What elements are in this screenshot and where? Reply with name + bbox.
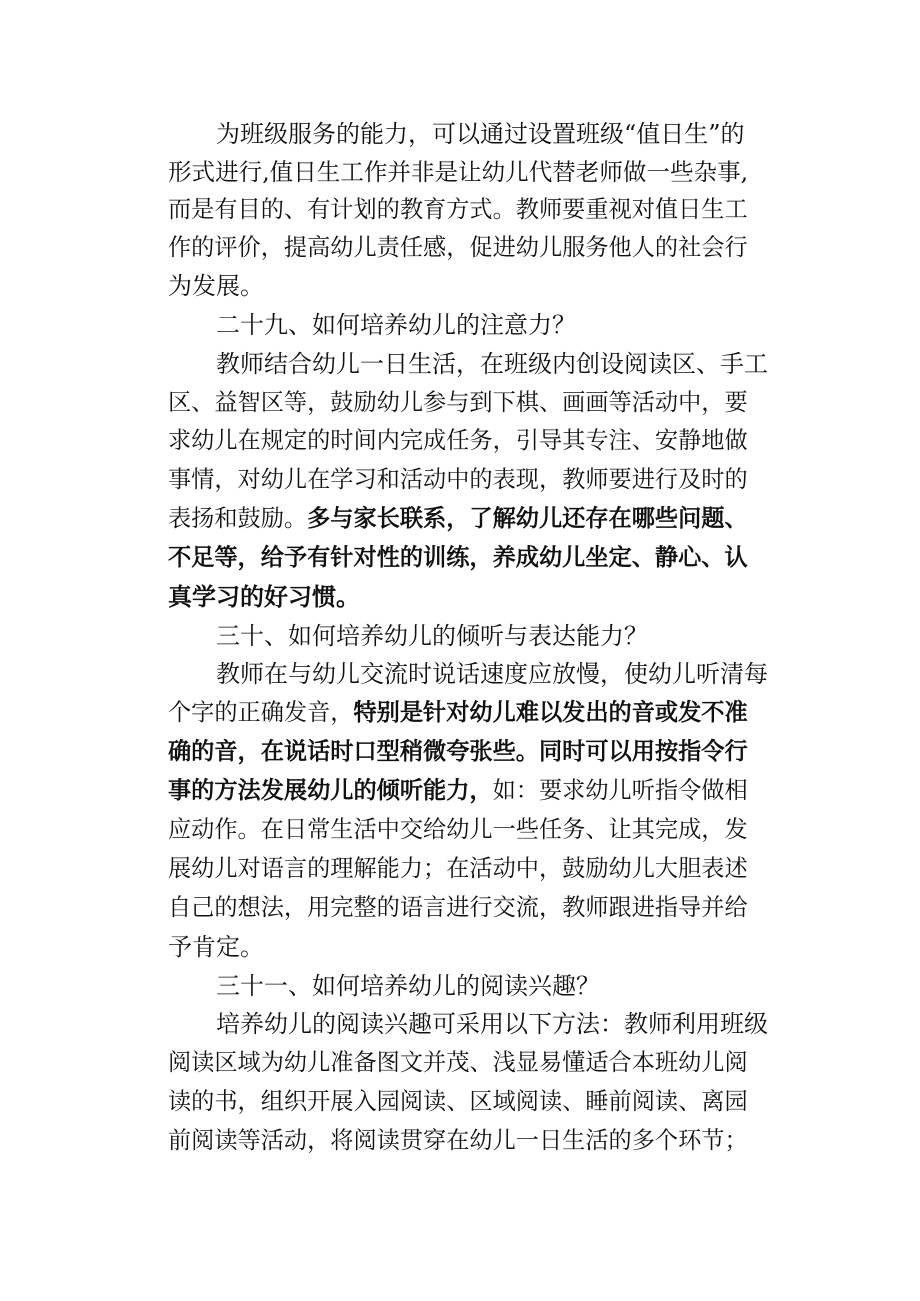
bold-text-run: 事的方法发展幼儿的倾听能力，: [168, 777, 493, 804]
text-line: [216, 114, 796, 154]
section-heading: [216, 616, 796, 656]
text-line: [168, 927, 748, 967]
text-line: [168, 1082, 748, 1122]
text-line: [168, 1043, 748, 1083]
bold-text-run: 确的音，在说话时口型稍微夸张些。同时可以用按指令行: [168, 738, 748, 765]
text-run: 形式进行,值日生工作并非是让幼儿代替老师做一些杂事,: [168, 158, 749, 186]
text-line: [168, 693, 748, 733]
text-run: 培养幼儿的阅读兴趣可采用以下方法：教师利用班级: [216, 1010, 768, 1038]
text-run: 事情，对幼儿在学习和活动中的表现，教师要进行及时的: [168, 466, 748, 493]
text-run: 读的书，组织开展入园阅读、区域阅读、睡前阅读、离园: [168, 1088, 748, 1115]
text-line: [168, 732, 748, 772]
text-run: 前阅读等活动，将阅读贯穿在幼儿一日生活的多个环节；: [168, 1127, 748, 1154]
text-line: [168, 810, 748, 850]
text-line: [168, 849, 748, 889]
text-run: 区、益智区等，鼓励幼儿参与到下棋、画画等活动中，要: [168, 389, 748, 416]
text-line: [168, 499, 748, 539]
text-run: 教师在与幼儿交流时说话速度应放慢，使幼儿听清每: [216, 660, 768, 688]
section-heading: [216, 966, 796, 1006]
text-line: [168, 1121, 748, 1161]
text-run: 阅读区域为幼儿准备图文并茂、浅显易懂适合本班幼儿阅: [168, 1049, 748, 1076]
heading-text: 二十九、如何培养幼儿的注意力？: [216, 311, 576, 339]
text-run: 表扬和鼓励。: [168, 505, 308, 532]
bold-text-run: 真学习的好习惯。: [168, 582, 360, 611]
heading-text: 三十、如何培养幼儿的倾听与表达能力？: [216, 622, 648, 650]
text-run: 予肯定。: [168, 933, 264, 961]
text-line: [216, 344, 796, 384]
text-line: [168, 538, 748, 578]
text-line: [168, 460, 748, 500]
text-run: 作的评价，提高幼儿责任感，促进幼儿服务他人的社会行: [168, 234, 748, 261]
text-run: 为发展。: [168, 272, 264, 300]
text-run: 自己的想法，用完整的语言进行交流，教师跟进指导并给: [168, 894, 748, 921]
text-run: 教师结合幼儿一日生活，在班级内创设阅读区、手工: [216, 350, 768, 378]
text-line: [216, 654, 796, 694]
text-line: [168, 771, 748, 811]
text-run: 而是有目的、有计划的教育方式。教师要重视对值日生工: [168, 196, 748, 223]
text-line: [168, 888, 748, 928]
bold-text-run: 不足等，给予有针对性的训练，养成幼儿坐定、静心、认: [168, 544, 748, 571]
text-line: [216, 1004, 796, 1044]
text-run: 为班级服务的能力，可以通过设置班级“值日生”的: [216, 120, 745, 148]
heading-text: 三十一、如何培养幼儿的阅读兴趣？: [216, 972, 600, 1000]
text-run: 求幼儿在规定的时间内完成任务，引导其专注、安静地做: [168, 427, 748, 454]
text-line: [168, 421, 748, 461]
bold-text-run: 多与家长联系，了解幼儿还存在哪些问题、: [307, 505, 748, 532]
text-line: [168, 228, 748, 268]
text-run: 如：要求幼儿听指令做相: [492, 777, 748, 804]
bold-text-run: 特别是针对幼儿难以发出的音或发不准: [353, 699, 748, 726]
text-line: [168, 152, 748, 192]
text-line: [168, 190, 748, 230]
text-run: 应动作。在日常生活中交给幼儿一些任务、让其完成，发: [168, 816, 748, 843]
text-run: 个字的正确发音，: [168, 699, 354, 726]
text-run: 展幼儿对语言的理解能力；在活动中，鼓励幼儿大胆表述: [168, 855, 748, 882]
section-heading: [216, 305, 796, 345]
text-line: [168, 577, 748, 617]
text-line: [168, 266, 748, 306]
text-line: [168, 383, 748, 423]
